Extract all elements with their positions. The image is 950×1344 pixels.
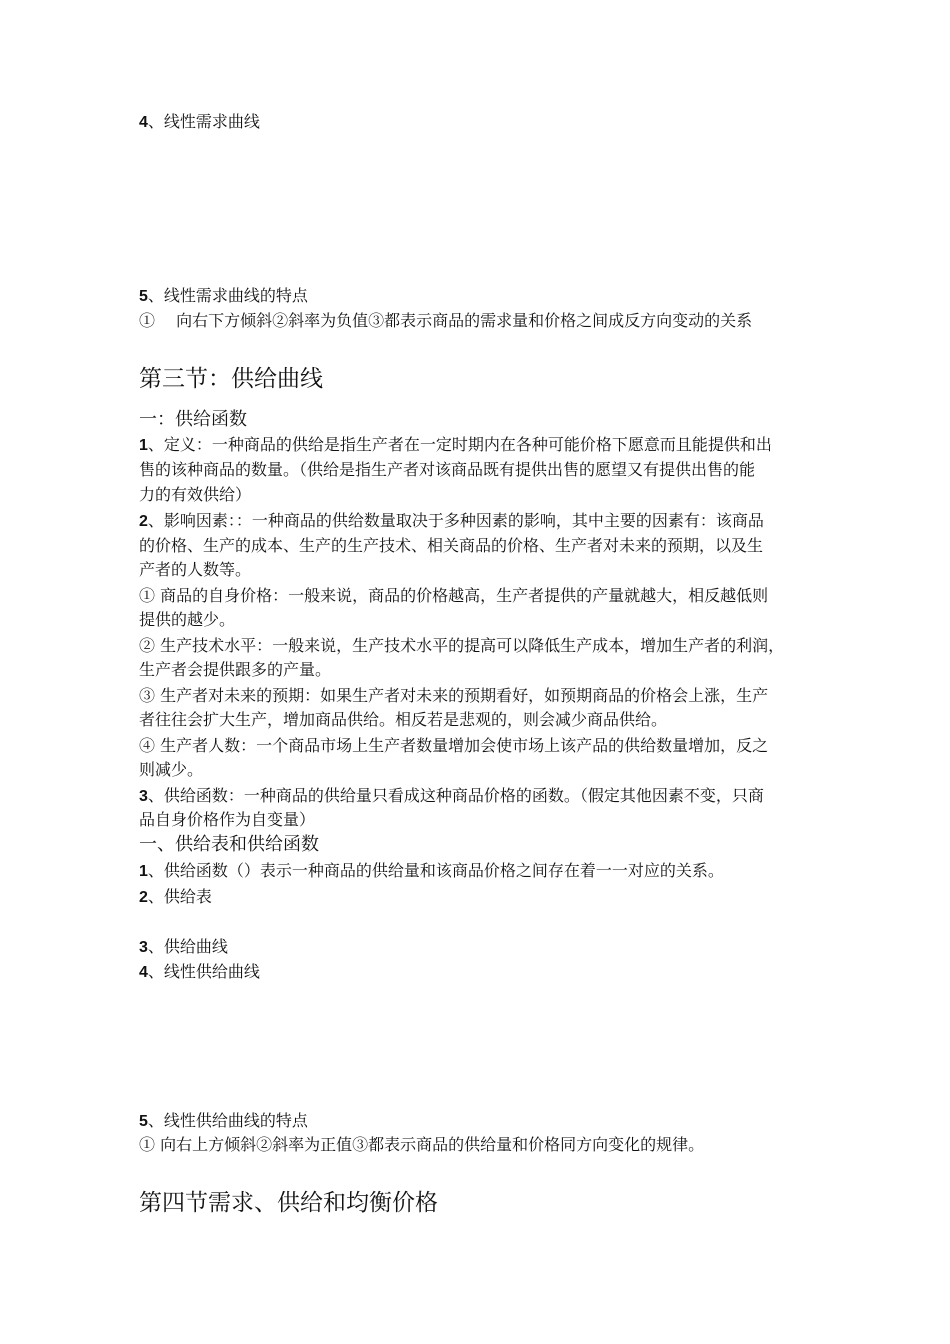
- factor-technology-line-2: 生产者会提供跟多的产量。: [139, 660, 332, 679]
- definition-line-3: 力的有效供给）: [139, 485, 252, 504]
- factor-producer-count-line-2: 则减少。: [139, 760, 204, 779]
- factors-line-3: 产者的人数等。: [139, 560, 252, 579]
- factor-expectations-line-2: 者往往会扩大生产，增加商品供给。相反若是悲观的，则会减少商品供给。: [139, 710, 668, 729]
- factors-line-2: 的价格、生产的成本、生产的生产技术、相关商品的价格、生产者对未来的预期，以及生: [139, 536, 764, 555]
- factor-producer-count: ④ 生产者人数：一个商品市场上生产者数量增加会使市场上该产品的供给数量增加，反之: [139, 736, 769, 755]
- subsection-supply-table-function: 一、供给表和供给函数: [139, 834, 319, 855]
- section-title-supply-curve: 第三节：供给曲线: [139, 366, 323, 392]
- supply-features-text: ① 向右上方倾斜②斜率为正值③都表示商品的供给量和价格同方向变化的规律。: [139, 1135, 705, 1154]
- item-linear-demand-curve: 4、线性需求曲线: [139, 112, 260, 131]
- item-linear-supply-curve: 4、线性供给曲线: [139, 962, 260, 981]
- item-definition: 1、定义：一种商品的供给是指生产者在一定时期内在各种可能价格下愿意而且能提供和出: [139, 435, 772, 454]
- item-supply-curve: 3、供给曲线: [139, 937, 228, 956]
- demand-features-text: ① 向右下方倾斜②斜率为负值③都表示商品的需求量和价格之间成反方向变动的关系: [139, 311, 753, 330]
- item-supply-function-relation: 1、供给函数（）表示一种商品的供给量和该商品价格之间存在着一一对应的关系。: [139, 861, 724, 880]
- definition-line-2: 售的该种商品的数量。（供给是指生产者对该商品既有提供出售的愿望又有提供出售的能: [139, 460, 756, 479]
- subsection-supply-function: 一：供给函数: [139, 409, 247, 430]
- factor-own-price-line-2: 提供的越少。: [139, 610, 236, 629]
- item-supply-table: 2、供给表: [139, 887, 212, 906]
- item-linear-supply-features: 5、线性供给曲线的特点: [139, 1111, 308, 1130]
- item-influencing-factors: 2、影响因素：：一种商品的供给数量取决于多种因素的影响，其中主要的因素有：该商品: [139, 511, 764, 530]
- section-title-equilibrium: 第四节需求、供给和均衡价格: [139, 1190, 438, 1216]
- factor-technology: ② 生产技术水平：一般来说，生产技术水平的提高可以降低生产成本，增加生产者的利润，: [139, 636, 785, 655]
- factor-expectations: ③ 生产者对未来的预期：如果生产者对未来的预期看好，如预期商品的价格会上涨，生产: [139, 686, 769, 705]
- item-supply-function: 3、供给函数：一种商品的供给量只看成这种商品价格的函数。（假定其他因素不变，只商: [139, 786, 764, 805]
- factor-own-price: ① 商品的自身价格：一般来说，商品的价格越高，生产者提供的产量就越大，相反越低则: [139, 586, 769, 605]
- item-linear-demand-features: 5、线性需求曲线的特点: [139, 286, 308, 305]
- supply-function-line-2: 品自身价格作为自变量）: [139, 810, 316, 829]
